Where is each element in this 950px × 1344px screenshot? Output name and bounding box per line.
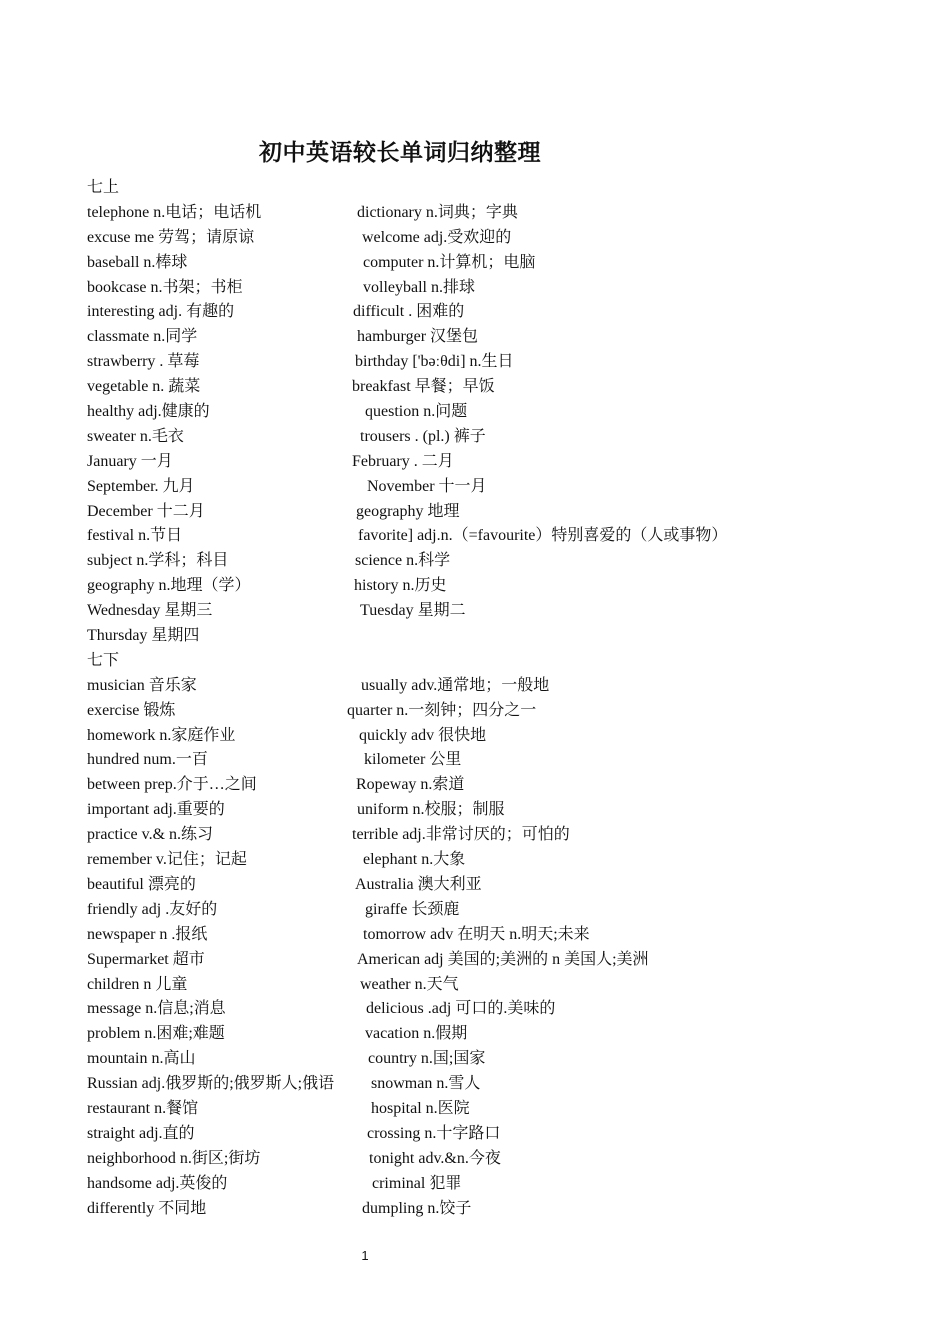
vocab-row: [87, 1147, 907, 1172]
vocab-row: [87, 1097, 907, 1122]
vocab-entry-right: crossing n.十字路口: [367, 1124, 501, 1142]
vocab-row: [87, 798, 907, 823]
vocab-entry-right: Ropeway n.索道: [356, 776, 465, 794]
vocab-entry-left: musician 音乐家: [87, 676, 197, 694]
vocab-row: [87, 973, 907, 998]
vocab-row: [87, 948, 907, 973]
vocab-entry-left: newspaper n .报纸: [87, 925, 208, 943]
vocab-entry-left: classmate n.同学: [87, 328, 198, 346]
vocab-entry-right: breakfast 早餐；早饭: [352, 378, 495, 396]
vocab-entry-right: history n.历史: [354, 577, 447, 595]
vocab-entry-right: weather n.天气: [360, 975, 459, 993]
vocab-entry-right: trousers . (pl.) 裤子: [360, 427, 486, 445]
vocab-row: [87, 1172, 907, 1197]
vocab-entry-right: criminal 犯罪: [372, 1174, 462, 1192]
vocab-row: [87, 773, 907, 798]
vocab-entry-right: Australia 澳大利亚: [355, 875, 482, 893]
vocab-entry-left: practice v.& n.练习: [87, 826, 214, 844]
vocab-row: [87, 1197, 907, 1222]
page-title: 初中英语较长单词归纳整理: [259, 140, 541, 165]
vocab-row: [87, 350, 907, 375]
vocab-entry-left: between prep.介于…之间: [87, 776, 257, 794]
vocab-row: [87, 475, 907, 500]
vocab-row: [87, 325, 907, 350]
vocab-entry-right: usually adv.通常地；一般地: [361, 676, 550, 694]
page-number: 1: [361, 1248, 369, 1263]
vocab-entry-right: uniform n.校服；制服: [357, 801, 505, 819]
vocab-row: [87, 1022, 907, 1047]
vocab-entry-right: favorite] adj.n.（=favourite）特别喜爱的（人或事物）: [358, 527, 728, 545]
vocab-row: [87, 873, 907, 898]
vocab-entry-left: remember v.记住；记起: [87, 851, 247, 869]
vocab-row: [87, 699, 907, 724]
vocab-row: [87, 997, 907, 1022]
vocab-row: [87, 599, 907, 624]
vocab-entry-left: strawberry . 草莓: [87, 353, 200, 371]
vocab-entry-right: volleyball n.排球: [363, 278, 475, 296]
vocab-row: [87, 724, 907, 749]
vocab-entry-left: Thursday 星期四: [87, 627, 200, 645]
vocab-entry-right: vacation n.假期: [365, 1025, 468, 1043]
vocab-entry-left: friendly adj .友好的: [87, 900, 218, 918]
vocab-entry-left: excuse me 劳驾；请原谅: [87, 228, 255, 246]
vocab-entry-right: tonight adv.&n.今夜: [369, 1149, 501, 1167]
vocab-row: [87, 574, 907, 599]
vocab-entry-left: message n.信息;消息: [87, 1000, 226, 1018]
vocab-entry-left: differently 不同地: [87, 1199, 207, 1217]
vocab-entry-right: terrible adj.非常讨厌的；可怕的: [352, 826, 570, 844]
vocab-entry-right: American adj 美国的;美洲的 n 美国人;美洲: [357, 950, 649, 968]
vocab-row: [87, 549, 907, 574]
vocab-entry-right: delicious .adj 可口的.美味的: [366, 1000, 556, 1018]
vocab-row: [87, 1072, 907, 1097]
vocab-entry-left: children n 儿童: [87, 975, 188, 993]
vocab-entry-right: quarter n.一刻钟；四分之一: [347, 701, 537, 719]
vocab-row: [87, 674, 907, 699]
vocab-entry-left: bookcase n.书架；书柜: [87, 278, 243, 296]
vocab-entry-left: Russian adj.俄罗斯的;俄罗斯人;俄语: [87, 1075, 335, 1093]
vocab-entry-right: November 十一月: [367, 477, 487, 495]
vocab-entry-left: September. 九月: [87, 477, 195, 495]
vocab-entry-right: hamburger 汉堡包: [357, 328, 479, 346]
vocab-row: [87, 898, 907, 923]
vocabulary-list: [87, 176, 907, 1221]
vocab-row: [87, 251, 907, 276]
vocab-entry-left: interesting adj. 有趣的: [87, 303, 235, 321]
vocab-row: [87, 375, 907, 400]
vocab-entry-left: subject n.学科；科目: [87, 552, 229, 570]
vocab-entry-right: birthday ['bəːθdi] n.生日: [355, 353, 514, 371]
vocab-entry-left: exercise 锻炼: [87, 701, 176, 719]
vocab-entry-right: geography 地理: [356, 502, 460, 520]
vocab-entry-left: vegetable n. 蔬菜: [87, 378, 201, 396]
vocab-entry-right: elephant n.大象: [363, 851, 466, 869]
vocab-entry-right: snowman n.雪人: [371, 1075, 481, 1093]
vocab-row: [87, 823, 907, 848]
vocab-entry-right: giraffe 长颈鹿: [365, 900, 460, 918]
vocab-entry-left: healthy adj.健康的: [87, 403, 210, 421]
vocab-entry-left: baseball n.棒球: [87, 253, 188, 271]
vocab-entry-right: difficult . 困难的: [353, 303, 465, 321]
vocab-entry-right: dictionary n.词典；字典: [357, 203, 518, 221]
vocab-row: [87, 748, 907, 773]
vocab-entry-left: Wednesday 星期三: [87, 602, 213, 620]
vocab-entry-right: tomorrow adv 在明天 n.明天;未来: [363, 925, 590, 943]
vocab-row: [87, 400, 907, 425]
vocab-entry-left: December 十二月: [87, 502, 205, 520]
vocab-entry-left: problem n.困难;难题: [87, 1025, 225, 1043]
vocab-entry-right: welcome adj.受欢迎的: [362, 228, 512, 246]
vocab-row: [87, 450, 907, 475]
vocab-entry-left: hundred num.一百: [87, 751, 208, 769]
vocab-entry-left: important adj.重要的: [87, 801, 225, 819]
vocab-row: [87, 1122, 907, 1147]
vocab-row: [87, 500, 907, 525]
vocab-entry-left: beautiful 漂亮的: [87, 875, 196, 893]
vocab-entry-left: telephone n.电话；电话机: [87, 203, 262, 221]
vocab-entry-left: Supermarket 超市: [87, 950, 205, 968]
vocab-row: [87, 848, 907, 873]
vocab-entry-left: handsome adj.英俊的: [87, 1174, 228, 1192]
vocab-entry-left: festival n.节日: [87, 527, 183, 545]
vocab-row: [87, 524, 907, 549]
vocab-entry-right: February . 二月: [352, 452, 454, 470]
vocab-row: [87, 226, 907, 251]
vocab-row: [87, 923, 907, 948]
vocab-entry-right: country n.国;国家: [368, 1050, 486, 1068]
vocab-entry-right: science n.科学: [355, 552, 451, 570]
vocab-row: [87, 624, 907, 649]
vocab-entry-right: hospital n.医院: [371, 1099, 470, 1117]
vocab-row: [87, 300, 907, 325]
vocab-entry-right: question n.问题: [365, 403, 468, 421]
vocab-entry-right: Tuesday 星期二: [360, 602, 466, 620]
vocab-row: [87, 425, 907, 450]
vocab-entry-left: January 一月: [87, 452, 173, 470]
vocab-entry-left: restaurant n.餐馆: [87, 1099, 199, 1117]
vocab-row: [87, 276, 907, 301]
vocab-row: [87, 1047, 907, 1072]
vocab-entry-left: sweater n.毛衣: [87, 427, 184, 445]
vocab-entry-left: geography n.地理（学）: [87, 577, 251, 595]
section-heading: 七下: [87, 651, 120, 669]
vocab-entry-left: neighborhood n.街区;街坊: [87, 1149, 261, 1167]
vocab-row: [87, 201, 907, 226]
vocab-entry-left: homework n.家庭作业: [87, 726, 236, 744]
section-heading: 七上: [87, 179, 120, 196]
vocab-entry-right: quickly adv 很快地: [359, 726, 487, 744]
vocab-entry-left: mountain n.高山: [87, 1050, 196, 1068]
vocab-entry-left: straight adj.直的: [87, 1124, 195, 1142]
vocab-entry-right: dumpling n.饺子: [362, 1199, 472, 1217]
vocab-entry-right: kilometer 公里: [364, 751, 462, 769]
vocab-entry-right: computer n.计算机；电脑: [363, 253, 536, 271]
